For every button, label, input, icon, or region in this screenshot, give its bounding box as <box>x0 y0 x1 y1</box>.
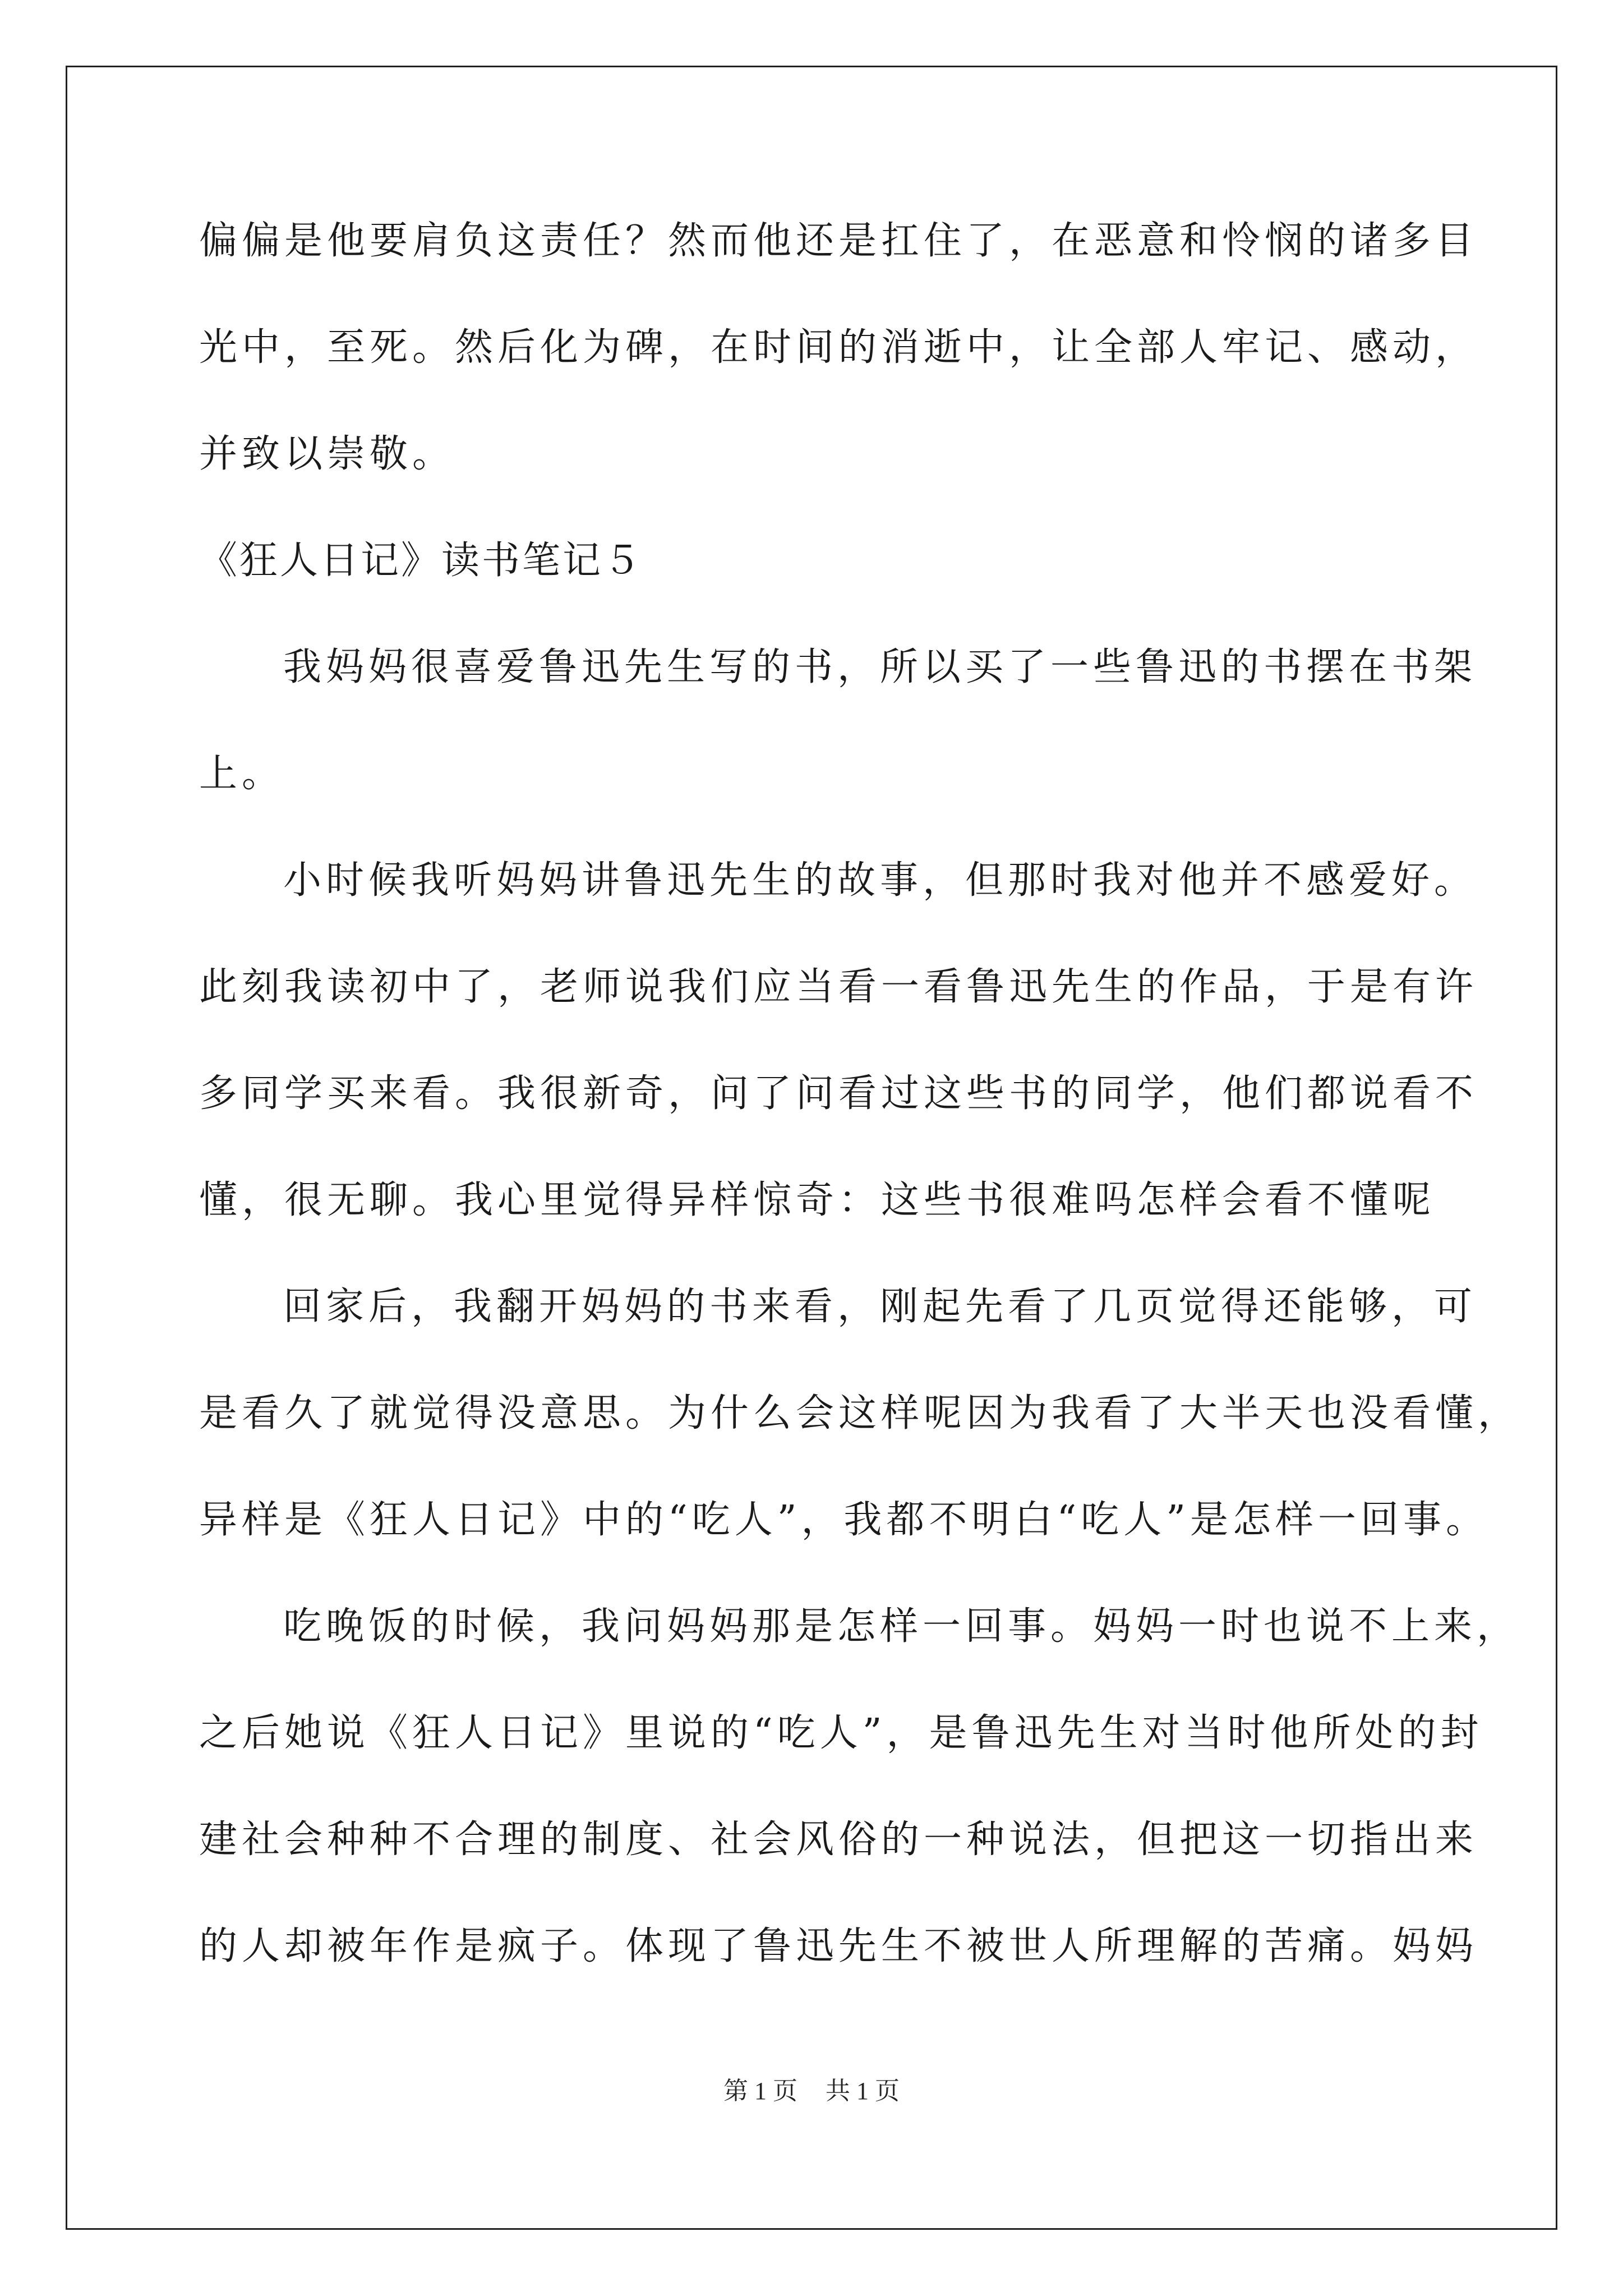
body-line: 的人却被年作是疯子。体现了鲁迅先生不被世人所理解的苦痛。妈妈 <box>199 1924 1478 1968</box>
body-line: 偏偏是他要肩负这责任？然而他还是扛住了，在恶意和怜悯的诸多目 <box>199 219 1478 263</box>
body-line: 光中，至死。然后化为碑，在时间的消逝中，让全部人牢记、感动， <box>199 325 1478 370</box>
page-border <box>66 66 1557 2230</box>
page-total: 共 1 页 <box>826 2077 900 2105</box>
body-line: 懂，很无聊。我心里觉得异样惊奇：这些书很难吗怎样会看不懂呢 <box>199 1178 1436 1222</box>
body-line: 建社会种种不合理的制度、社会风俗的一种说法，但把这一切指出来 <box>199 1818 1478 1862</box>
body-line: 回家后，我翻开妈妈的书来看，刚起先看了几页觉得还能够，可 <box>283 1285 1477 1329</box>
page-footer <box>0 2076 1623 2107</box>
body-line: 吃晚饭的时候，我问妈妈那是怎样一回事。妈妈一时也说不上来， <box>283 1604 1520 1649</box>
body-line: 多同学买来看。我很新奇，问了问看过这些书的同学，他们都说看不 <box>199 1071 1478 1116</box>
body-line: 上。 <box>199 752 285 796</box>
body-line: 是看久了就觉得没意思。为什么会这样呢因为我看了大半天也没看懂， <box>199 1391 1521 1435</box>
section-heading: 《狂人日记》读书笔记５ <box>199 539 644 583</box>
page-number: 第 1 页 <box>723 2077 797 2105</box>
body-line: 我妈妈很喜爱鲁迅先生写的书，所以买了一些鲁迅的书摆在书架 <box>283 645 1477 689</box>
body-line: 此刻我读初中了，老师说我们应当看一看鲁迅先生的作品，于是有许 <box>199 965 1478 1009</box>
body-line: 小时候我听妈妈讲鲁迅先生的故事，但那时我对他并不感爱好。 <box>283 858 1477 903</box>
body-line: 之后她说《狂人日记》里说的“吃人”，是鲁迅先生对当时他所处的封 <box>199 1711 1483 1755</box>
body-line: 并致以崇敬。 <box>199 432 455 476</box>
body-line: 异样是《狂人日记》中的“吃人”，我都不明白“吃人”是怎样一回事。 <box>199 1498 1489 1542</box>
